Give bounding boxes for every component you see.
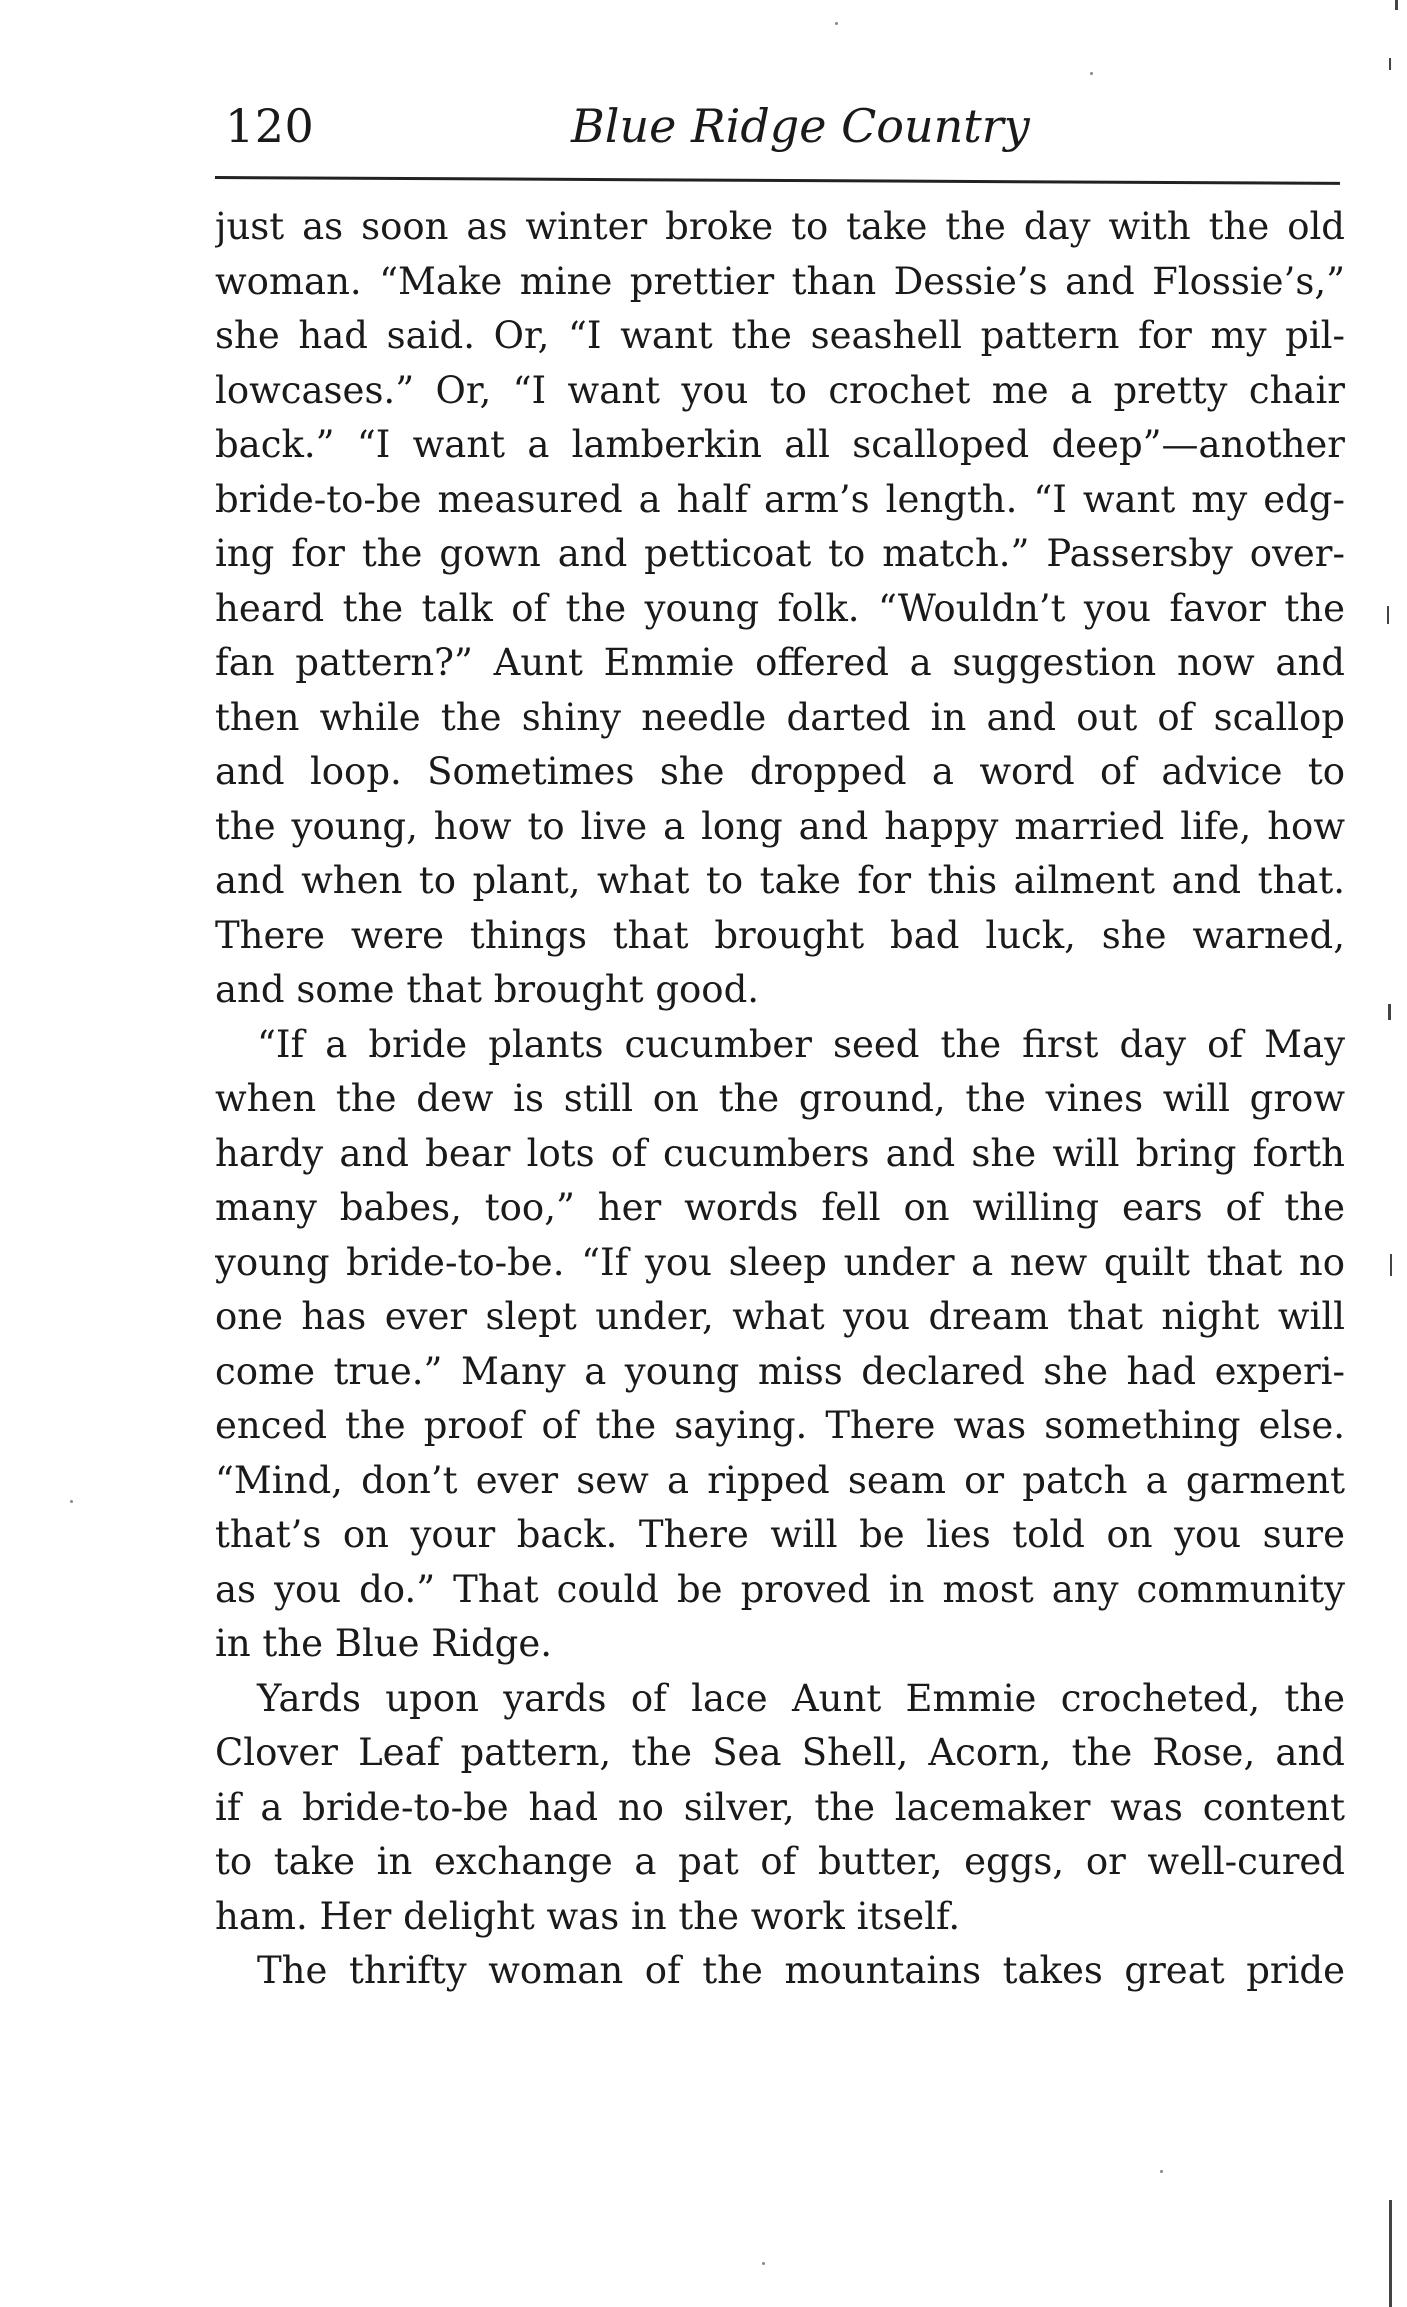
- text-line: ham. Her delight was in the work itself.: [215, 1894, 961, 1938]
- scan-mark: [1389, 58, 1391, 70]
- text-line: The thrifty woman of the mountains takes great pride: [257, 1949, 1345, 1992]
- scan-speck: [762, 2262, 765, 2265]
- scan-mark: [1395, 0, 1398, 10]
- text-line: woman. “Make mine prettier than Dessie’s and Flossie’s,”: [215, 259, 1345, 303]
- text-line: the young, how to live a long and happy married life, how: [215, 804, 1345, 848]
- text-line: and loop. Sometimes she dropped a word of advice to: [215, 750, 1345, 793]
- scan-mark: [1389, 2200, 1392, 2307]
- text-line: back.” “I want a lamberkin all scalloped deep”—another: [215, 423, 1345, 466]
- scan-mark: [1387, 606, 1389, 624]
- text-line: many babes, too,” her words fell on willing ears of the: [215, 1186, 1345, 1229]
- scan-speck: [1160, 2170, 1163, 2173]
- scan-speck: [1090, 72, 1093, 75]
- text-line: bride-to-be measured a half arm’s length. “I want my edg-: [215, 477, 1345, 521]
- text-line: and when to plant, what to take for this ailment and that.: [215, 859, 1345, 902]
- text-line: and some that brought good.: [215, 968, 760, 1011]
- text-line: one has ever slept under, what you dream that night will: [215, 1295, 1345, 1338]
- text-line: “If a bride plants cucumber seed the first day of May: [257, 1022, 1345, 1066]
- text-line: in the Blue Ridge.: [215, 1622, 553, 1665]
- text-line: “Mind, don’t ever sew a ripped seam or patch a garment: [215, 1458, 1345, 1502]
- header-rule: [215, 176, 1340, 185]
- scan-speck: [70, 1500, 73, 1503]
- text-line: enced the proof of the saying. There was something else.: [215, 1404, 1345, 1447]
- text-line: just as soon as winter broke to take the day with the old: [215, 205, 1345, 248]
- text-line: come true.” Many a young miss declared she had experi-: [215, 1349, 1345, 1393]
- text-line: hardy and bear lots of cucumbers and she will bring forth: [215, 1131, 1345, 1175]
- running-title: Blue Ridge Country: [571, 99, 1030, 153]
- text-line: Yards upon yards of lace Aunt Emmie crocheted, the: [257, 1676, 1345, 1720]
- text-line: ing for the gown and petticoat to match.” Passersby over-: [215, 532, 1345, 575]
- running-head: [215, 96, 1340, 166]
- text-line: then while the shiny needle darted in and out of scallop: [215, 695, 1345, 739]
- text-line: young bride-to-be. “If you sleep under a new quilt that no: [215, 1240, 1345, 1284]
- body-text: [215, 200, 1350, 1999]
- text-line: to take in exchange a pat of butter, eggs, or well-cured: [215, 1840, 1345, 1883]
- scan-speck: [835, 22, 838, 25]
- text-line: fan pattern?” Aunt Emmie offered a suggestion now and: [215, 641, 1345, 684]
- text-line: lowcases.” Or, “I want you to crochet me a pretty chair: [215, 368, 1345, 412]
- text-line: heard the talk of the young folk. “Wouldn’t you favor the: [215, 586, 1345, 630]
- text-line: if a bride-to-be had no silver, the lacemaker was content: [215, 1785, 1345, 1829]
- text-line: when the dew is still on the ground, the vines will grow: [215, 1077, 1345, 1120]
- page-number: 120: [225, 99, 315, 153]
- text-line: she had said. Or, “I want the seashell pattern for my pil-: [215, 314, 1345, 357]
- text-line: as you do.” That could be proved in most any community: [215, 1567, 1345, 1611]
- scan-mark: [1390, 1254, 1392, 1276]
- text-line: Clover Leaf pattern, the Sea Shell, Acorn, the Rose, and: [215, 1731, 1345, 1774]
- scan-mark: [1388, 1004, 1391, 1020]
- text-line: There were things that brought bad luck, she warned,: [215, 913, 1345, 957]
- text-line: that’s on your back. There will be lies told on you sure: [215, 1513, 1345, 1556]
